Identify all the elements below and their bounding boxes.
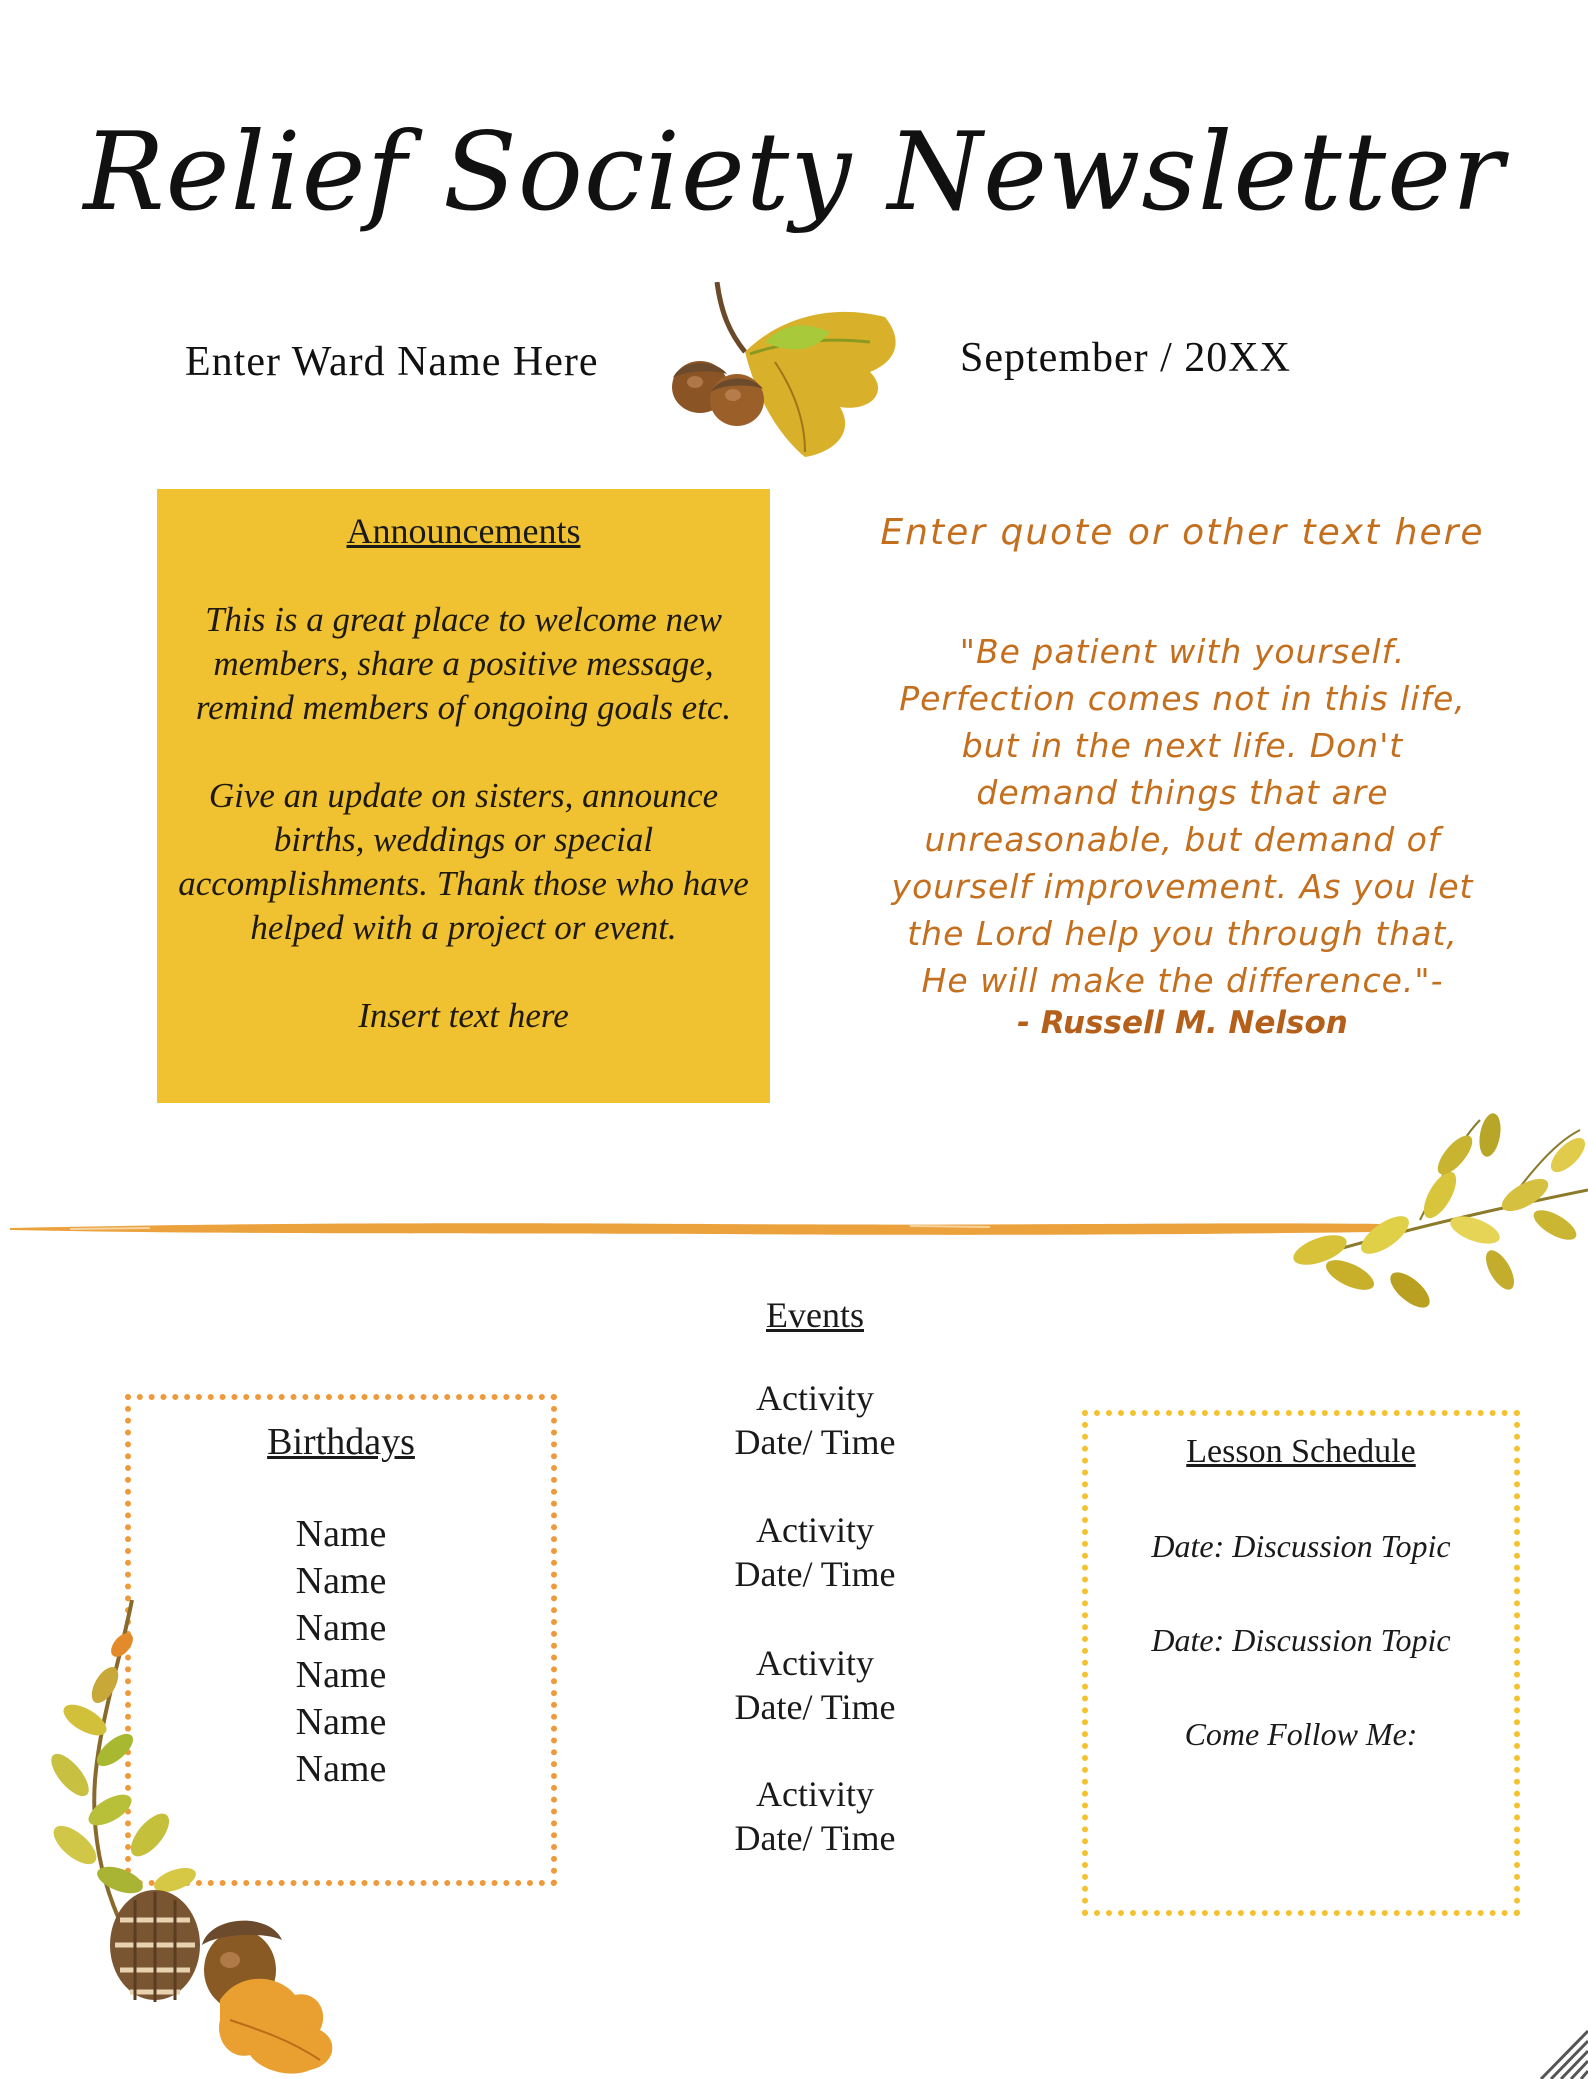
event-item — [630, 1508, 1000, 1596]
birthday-name: Name — [295, 1748, 387, 1790]
event-activity: Activity — [756, 1643, 874, 1683]
birthday-name: Name — [295, 1560, 387, 1602]
announcements-paragraph: Give an update on sisters, announce births, weddings or special accomplishments. Thank those who have helped with a project or event. — [178, 776, 749, 947]
event-activity: Activity — [756, 1774, 874, 1814]
announcements-title: Announcements — [346, 511, 581, 551]
birthday-name: Name — [295, 1654, 387, 1696]
lesson-item: Date: Discussion Topic — [1151, 1528, 1451, 1564]
event-datetime: Date/ Time — [734, 1687, 896, 1727]
event-activity: Activity — [756, 1510, 874, 1550]
pinecone-acorn-vine-icon — [40, 1600, 390, 2079]
event-datetime: Date/ Time — [734, 1818, 896, 1858]
quote-text — [870, 628, 1495, 1004]
quote-line: unreasonable, but demand of — [924, 820, 1441, 859]
page-corner-icon — [1535, 2025, 1588, 2079]
event-item — [630, 1772, 1000, 1860]
event-datetime: Date/ Time — [734, 1422, 896, 1462]
announcements-paragraph: Insert text here — [358, 996, 569, 1035]
lesson-item: Come Follow Me: — [1184, 1716, 1418, 1752]
quote-line: "Be patient with yourself. — [959, 632, 1406, 671]
quote-heading: Enter quote or other text here — [880, 512, 1485, 553]
autumn-leaves-branch-icon — [1290, 1100, 1588, 1330]
newsletter-title: Relief Society Newsletter — [83, 110, 1505, 235]
section-divider — [10, 1212, 1380, 1242]
quote-line: but in the next life. Don't — [961, 726, 1404, 765]
lesson-schedule-panel — [1082, 1410, 1520, 1916]
lesson-item: Date: Discussion Topic — [1151, 1622, 1451, 1658]
event-activity: Activity — [756, 1378, 874, 1418]
event-item — [630, 1641, 1000, 1729]
lesson-schedule-title: Lesson Schedule — [1186, 1433, 1416, 1470]
announcements-paragraph: This is a great place to welcome new members, share a positive message, remind members of ongoing goals etc. — [195, 600, 732, 727]
ward-name: Enter Ward Name Here — [185, 339, 599, 385]
birthdays-title: Birthdays — [267, 1421, 415, 1463]
month-year: September / 20XX — [960, 335, 1291, 381]
quote-author: - Russell M. Nelson — [1017, 1005, 1348, 1041]
quote-line: He will make the difference."- — [921, 961, 1444, 1000]
quote-line: yourself improvement. As you let — [891, 867, 1474, 906]
quote-line: demand things that are — [976, 773, 1389, 812]
birthday-name: Name — [295, 1513, 387, 1555]
birthday-name: Name — [295, 1701, 387, 1743]
birthday-name: Name — [295, 1607, 387, 1649]
quote-line: the Lord help you through that, — [907, 914, 1458, 953]
events-title: Events — [766, 1295, 864, 1335]
quote-line: Perfection comes not in this life, — [899, 679, 1466, 718]
event-item — [630, 1376, 1000, 1464]
event-datetime: Date/ Time — [734, 1554, 896, 1594]
acorn-oak-leaf-icon — [655, 282, 925, 482]
